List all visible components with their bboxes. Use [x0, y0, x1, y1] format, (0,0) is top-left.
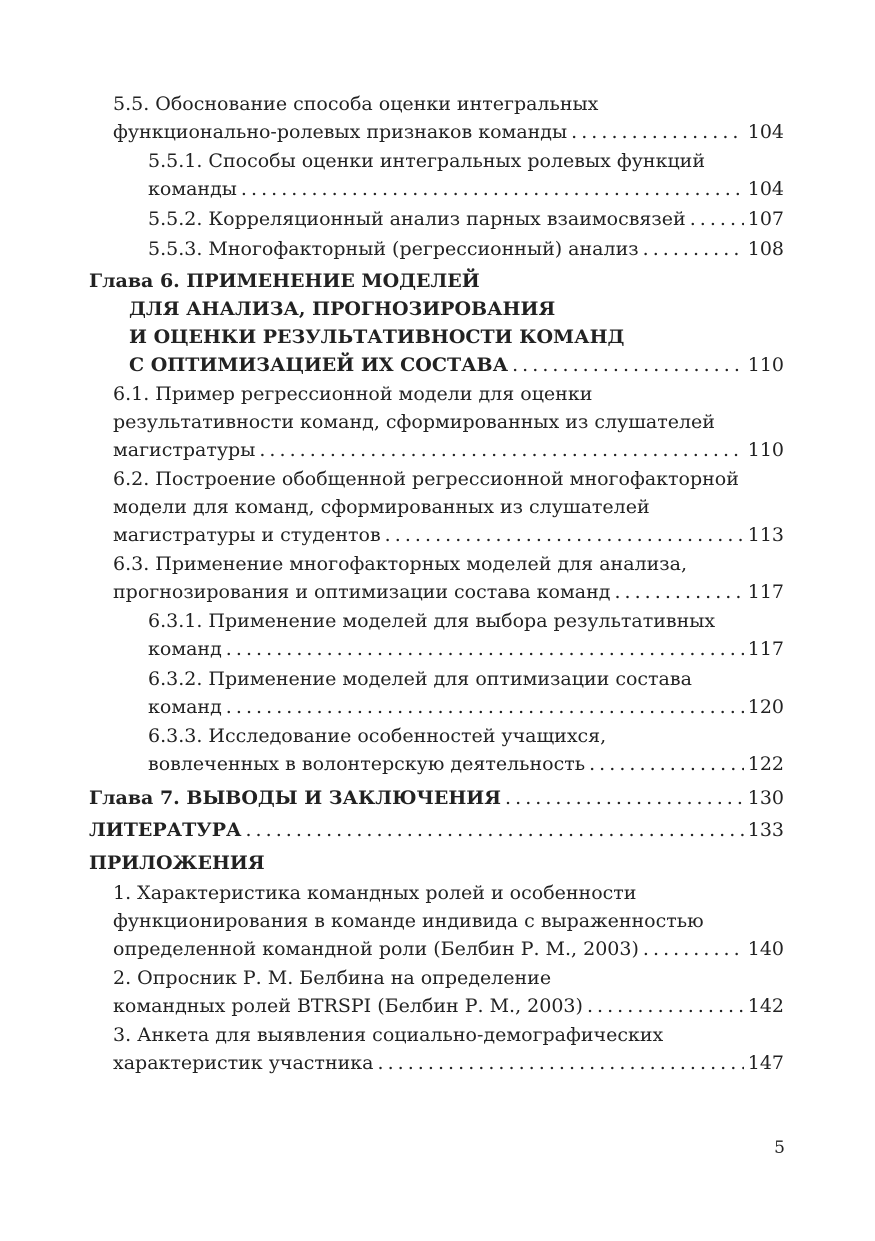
toc-appendix-1[interactable]: [113, 879, 784, 963]
page-ref: 113: [747, 524, 784, 546]
toc-entry-5-5-1[interactable]: [148, 147, 784, 203]
page-ref: 104: [747, 121, 784, 143]
leader-dots: [377, 1049, 743, 1077]
page-ref: 120: [747, 696, 784, 718]
leader-dots: [385, 521, 744, 549]
leader-dots: [571, 118, 744, 146]
leader-dots: [643, 235, 744, 263]
toc-entry-text: 6.3.3. Исследование особенностей учащихся,: [148, 725, 607, 747]
leader-dots: [226, 635, 744, 663]
toc-entry-6-3-3[interactable]: [148, 722, 784, 778]
toc-entry-6-2[interactable]: [113, 465, 784, 549]
toc-appendix-2[interactable]: [113, 964, 784, 1020]
toc-entry-text: результативности команд, сформированных из слушателей: [113, 411, 715, 433]
chapter-title: С ОПТИМИЗАЦИЕЙ ИХ СОСТАВА: [129, 354, 509, 376]
leader-dots: [589, 750, 744, 778]
toc-entry-5-5[interactable]: [113, 90, 784, 146]
page-ref: 122: [747, 753, 784, 775]
toc-entry-text: 6.2. Построение обобщенной регрессионной многофакторной: [113, 468, 739, 490]
page-ref: 110: [747, 439, 784, 461]
toc-entry-text: 5.5.2. Корреляционный анализ парных взаимосвязей: [148, 208, 686, 230]
page-ref: 104: [747, 178, 784, 200]
page-ref: 147: [747, 1052, 784, 1074]
leader-dots: [226, 693, 744, 721]
chapter-title: Глава 7. ВЫВОДЫ И ЗАКЛЮЧЕНИЯ: [89, 787, 502, 809]
toc-entry-text: командных ролей BTRSPI (Белбин Р. М., 2003): [113, 995, 583, 1017]
leader-dots: [505, 784, 744, 812]
toc-entry-text: 6.3. Применение многофакторных моделей для анализа,: [113, 553, 687, 575]
toc-entry-text: 6.1. Пример регрессионной модели для оценки: [113, 383, 593, 405]
toc-entry-text: магистратуры: [113, 439, 256, 461]
leader-dots: [643, 935, 744, 963]
leader-dots: [512, 351, 744, 379]
toc-entry-text: 5.5.1. Способы оценки интегральных ролевых функций: [148, 150, 705, 172]
toc-appendix-3[interactable]: [113, 1021, 784, 1077]
toc-entry-text: команды: [148, 178, 237, 200]
toc-entry-text: характеристик участника: [113, 1052, 374, 1074]
toc-chapter-7[interactable]: [89, 784, 784, 812]
toc-entry-text: модели для команд, сформированных из слушателей: [113, 496, 650, 518]
toc-entry-6-3-2[interactable]: [148, 665, 784, 721]
toc-entry-text: 3. Анкета для выявления социально-демографических: [113, 1024, 664, 1046]
toc-entry-text: 5.5.3. Многофакторный (регрессионный) анализ: [148, 238, 639, 260]
toc-entry-text: 6.3.2. Применение моделей для оптимизации состава: [148, 668, 692, 690]
page-ref: 130: [747, 787, 784, 809]
page-ref: 110: [747, 354, 784, 376]
toc-entry-6-3[interactable]: [113, 550, 784, 606]
toc-entry-text: 6.3.1. Применение моделей для выбора результативных: [148, 610, 716, 632]
appendices-heading: ПРИЛОЖЕНИЯ: [89, 852, 265, 874]
chapter-title: ДЛЯ АНАЛИЗА, ПРОГНОЗИРОВАНИЯ: [129, 298, 556, 320]
toc-entry-text: 1. Характеристика командных ролей и особенности: [113, 882, 637, 904]
toc-entry-text: вовлеченных в волонтерскую деятельность: [148, 753, 586, 775]
toc-entry-text: 5.5. Обоснование способа оценки интегральных: [113, 93, 599, 115]
leader-dots: [587, 992, 744, 1020]
toc-entry-5-5-2[interactable]: [148, 205, 784, 233]
page-ref: 108: [747, 238, 784, 260]
page-ref: 117: [747, 581, 784, 603]
toc-entry-6-1[interactable]: [113, 380, 784, 464]
toc-entry-text: функционально-ролевых признаков команды: [113, 121, 568, 143]
toc-entry-text: команд: [148, 696, 222, 718]
toc-chapter-6[interactable]: [89, 267, 784, 379]
toc-entry-text: магистратуры и студентов: [113, 524, 381, 546]
chapter-title: ЛИТЕРАТУРА: [89, 819, 242, 841]
toc-entry-text: определенной командной роли (Белбин Р. М., 2003): [113, 938, 639, 960]
chapter-title: Глава 6. ПРИМЕНЕНИЕ МОДЕЛЕЙ: [89, 270, 480, 292]
page-ref: 142: [747, 995, 784, 1017]
toc-entry-text: 2. Опросник Р. М. Белбина на определение: [113, 967, 552, 989]
page-ref: 133: [747, 819, 784, 841]
toc-entry-6-3-1[interactable]: [148, 607, 784, 663]
leader-dots: [690, 205, 744, 233]
chapter-title: И ОЦЕНКИ РЕЗУЛЬТАТИВНОСТИ КОМАНД: [129, 326, 625, 348]
page-ref: 117: [747, 638, 784, 660]
page-number: 5: [774, 1138, 785, 1158]
toc-literature[interactable]: [89, 816, 784, 844]
leader-dots: [245, 816, 743, 844]
toc-entry-text: прогнозирования и оптимизации состава команд: [113, 581, 611, 603]
toc-entry-text: команд: [148, 638, 222, 660]
leader-dots: [614, 578, 743, 606]
leader-dots: [259, 436, 743, 464]
toc-entry-text: функционирования в команде индивида с выраженностью: [113, 910, 704, 932]
page-ref: 107: [747, 208, 784, 230]
page-ref: 140: [747, 938, 784, 960]
toc-entry-5-5-3[interactable]: [148, 235, 784, 263]
leader-dots: [241, 175, 744, 203]
